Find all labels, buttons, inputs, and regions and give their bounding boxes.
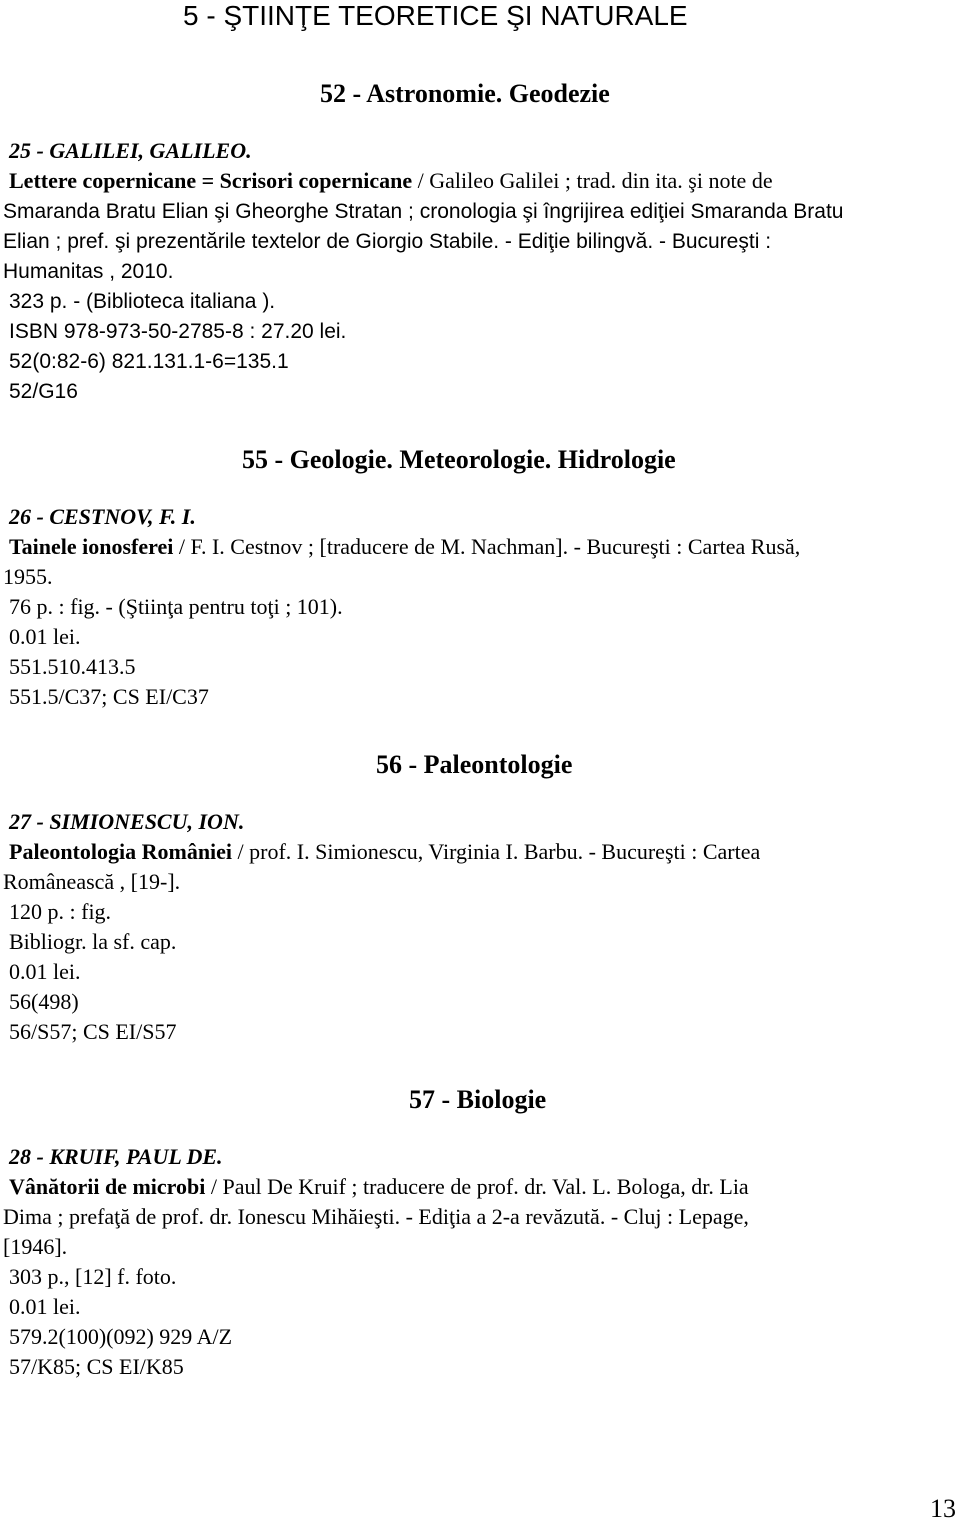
entry-price: 0.01 lei. [9, 959, 81, 984]
entry-title-line [9, 167, 773, 195]
entry-bibliography: Bibliogr. la sf. cap. [9, 929, 177, 954]
entry-description: / Galileo Galilei ; trad. din ita. şi note de [412, 168, 773, 193]
section-heading-55: 55 - Geologie. Meteorologie. Hidrologie [242, 445, 676, 474]
entry-title-line [9, 533, 800, 561]
entry-pages: 76 p. : fig. - (Ştiinţa pentru toţi ; 101). [9, 594, 343, 619]
entry-title: Paleontologia României [9, 839, 233, 864]
entry-classification: 56(498) [9, 989, 79, 1014]
entry-description: Românească , [19-]. [3, 869, 181, 894]
entry-description: [1946]. [3, 1234, 68, 1259]
entry-number-author: 28 - KRUIF, PAUL DE. [9, 1144, 223, 1169]
entry-number-author: 27 - SIMIONESCU, ION. [9, 809, 245, 834]
entry-title: Lettere copernicane = Scrisori copernicane [9, 168, 413, 193]
entry-description: 1955. [3, 564, 53, 589]
entry-description: / F. I. Cestnov ; [traducere de M. Nachman]. - Bucureşti : Cartea Rusă, [173, 534, 801, 559]
entry-classification: 579.2(100)(092) 929 A/Z [9, 1324, 233, 1349]
entry-isbn: ISBN 978-973-50-2785-8 : 27.20 lei. [9, 320, 347, 343]
entry-description: Humanitas , 2010. [3, 260, 174, 283]
entry-shelf-mark: 551.5/C37; CS EI/C37 [9, 684, 209, 709]
entry-shelf-mark: 56/S57; CS EI/S57 [9, 1019, 177, 1044]
entry-pages: 120 p. : fig. [9, 899, 112, 924]
entry-description: Smaranda Bratu Elian şi Gheorghe Stratan ; cronologia şi îngrijirea ediţiei Smaranda Bratu [3, 200, 844, 223]
entry-description: Elian ; pref. şi prezentările textelor de Giorgio Stabile. - Ediţie bilingvă. - Bucureşti : [3, 230, 772, 253]
entry-classification: 551.510.413.5 [9, 654, 136, 679]
entry-description: / prof. I. Simionescu, Virginia I. Barbu. - Bucureşti : Cartea [232, 839, 761, 864]
entry-description: Dima ; prefaţă de prof. dr. Ionescu Mihăieşti. - Ediţia a 2-a revăzută. - Cluj : Lepage, [3, 1204, 749, 1229]
entry-price: 0.01 lei. [9, 624, 81, 649]
section-heading-52: 52 - Astronomie. Geodezie [320, 79, 610, 108]
entry-number-author: 26 - CESTNOV, F. I. [9, 504, 196, 529]
entry-number-author: 25 - GALILEI, GALILEO. [9, 138, 252, 163]
entry-title: Vânătorii de microbi [9, 1174, 206, 1199]
entry-price: 0.01 lei. [9, 1294, 81, 1319]
entry-description: / Paul De Kruif ; traducere de prof. dr. Val. L. Bologa, dr. Lia [205, 1174, 749, 1199]
entry-pages: 323 p. - (Biblioteca italiana ). [9, 290, 276, 313]
entry-title: Tainele ionosferei [9, 534, 174, 559]
page-heading: 5 - ŞTIINŢE TEORETICE ŞI NATURALE [183, 0, 688, 31]
entry-title-line [9, 838, 760, 866]
page-number: 13 [930, 1494, 956, 1523]
entry-classification: 52(0:82-6) 821.131.1-6=135.1 [9, 350, 289, 373]
section-heading-57: 57 - Biologie [409, 1085, 547, 1114]
entry-title-line [9, 1173, 749, 1201]
section-heading-56: 56 - Paleontologie [376, 750, 573, 779]
entry-shelf-mark: 57/K85; CS EI/K85 [9, 1354, 184, 1379]
entry-shelf-mark: 52/G16 [9, 380, 78, 403]
entry-pages: 303 p., [12] f. foto. [9, 1264, 177, 1289]
